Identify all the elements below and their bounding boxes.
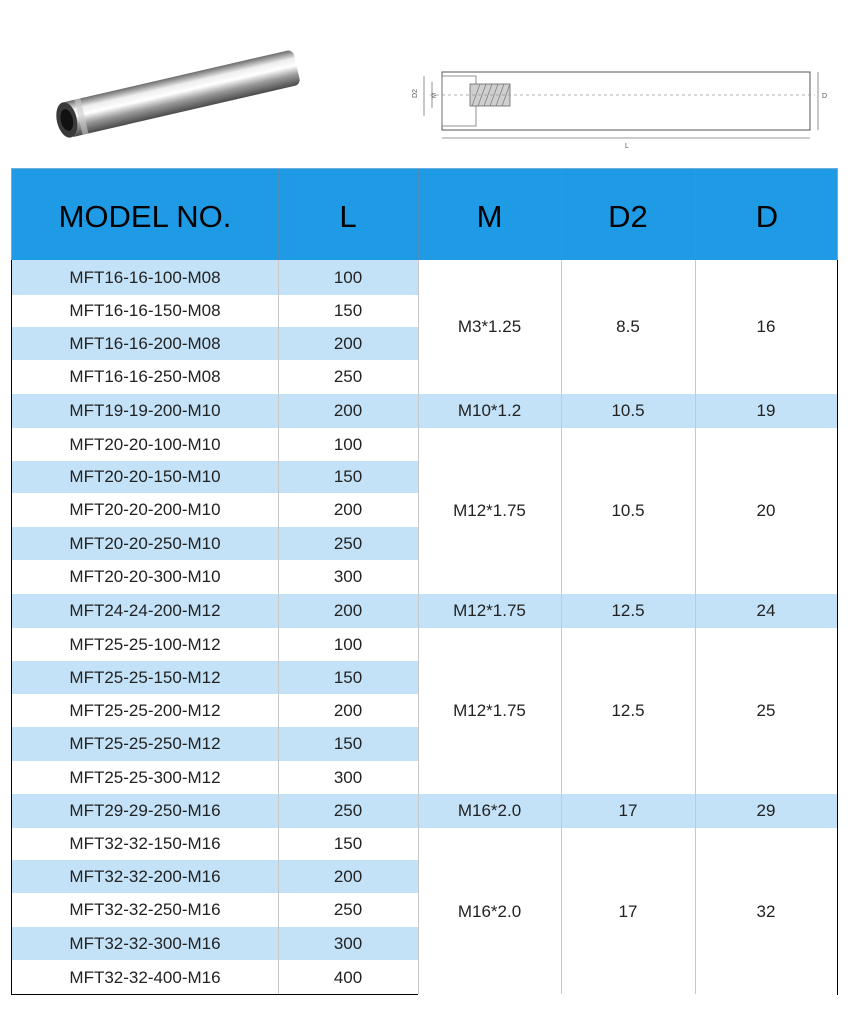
group-d-cell: 25: [695, 628, 837, 794]
model-cell: MFT20-20-200-M10: [69, 500, 221, 519]
group-d-cell: 20: [695, 428, 837, 594]
table-body: [11, 260, 838, 995]
length-cell: 400: [333, 967, 363, 987]
model-cell: MFT20-20-100-M10: [69, 434, 221, 454]
header-m: M: [476, 199, 503, 234]
length-cell: 250: [333, 801, 363, 820]
spec-table: [11, 168, 838, 995]
group-m-cell: M12*1.75: [418, 428, 561, 594]
length-cell: 150: [333, 734, 363, 753]
group-d-cell: 24: [695, 594, 837, 628]
model-cell: MFT32-32-200-M16: [69, 866, 221, 886]
length-cell: 300: [333, 567, 363, 586]
length-cell: 100: [333, 634, 363, 654]
model-cell: MFT20-20-300-M10: [69, 567, 221, 586]
drawing-label-d2: D2: [412, 89, 419, 98]
length-cell: 150: [333, 301, 363, 320]
model-cell: MFT29-29-250-M16: [69, 801, 221, 820]
group-d2-cell: 12.5: [561, 594, 695, 628]
column-divider: [278, 260, 279, 994]
model-cell: MFT16-16-250-M08: [69, 367, 221, 386]
model-cell: MFT32-32-150-M16: [69, 834, 221, 853]
group-d2-cell: 10.5: [561, 428, 695, 594]
group-d2-cell: 10.5: [561, 394, 695, 428]
length-cell: 200: [333, 401, 363, 420]
group-m-cell: M12*1.75: [418, 594, 561, 628]
model-cell: MFT32-32-300-M16: [69, 933, 221, 953]
model-cell: MFT25-25-300-M12: [69, 767, 221, 787]
length-cell: 250: [333, 533, 363, 553]
technical-drawing: [410, 60, 830, 160]
drawing-label-l: L: [625, 143, 629, 150]
model-cell: MFT32-32-250-M16: [69, 900, 221, 919]
length-cell: 200: [333, 500, 363, 519]
model-cell: MFT24-24-200-M12: [69, 601, 221, 620]
group-d2-cell: 12.5: [561, 628, 695, 794]
header-d: D: [755, 199, 779, 234]
model-cell: MFT32-32-400-M16: [69, 967, 221, 987]
group-d2-cell: 17: [561, 794, 695, 828]
length-cell: 200: [333, 866, 363, 886]
column-divider: [418, 260, 419, 994]
group-m-cell: M3*1.25: [418, 260, 561, 394]
length-cell: 100: [333, 434, 363, 454]
group-m-cell: M16*2.0: [418, 828, 561, 995]
model-cell: MFT25-25-200-M12: [69, 700, 221, 720]
model-cell: MFT16-16-150-M08: [69, 301, 221, 320]
group-d2-cell: 17: [561, 828, 695, 995]
length-cell: 100: [333, 267, 363, 287]
length-cell: 200: [333, 333, 363, 353]
table-header: [11, 168, 838, 260]
group-d2-cell: 8.5: [561, 260, 695, 394]
group-d-cell: 29: [695, 794, 837, 828]
model-cell: MFT16-16-200-M08: [69, 333, 221, 353]
model-cell: MFT16-16-100-M08: [69, 267, 221, 287]
group-m-cell: M12*1.75: [418, 628, 561, 794]
drawing-label-d: D: [822, 93, 828, 100]
header-model: MODEL NO.: [58, 199, 232, 234]
drawing-label-m: M: [432, 93, 438, 98]
model-cell: MFT20-20-250-M10: [69, 533, 221, 553]
length-cell: 250: [333, 900, 363, 919]
group-m-cell: M10*1.2: [418, 394, 561, 428]
length-cell: 150: [333, 467, 363, 486]
length-cell: 200: [333, 700, 363, 720]
column-divider: [695, 260, 696, 994]
group-m-cell: M16*2.0: [418, 794, 561, 828]
header-d2: D2: [608, 199, 648, 234]
header-l: L: [339, 199, 357, 234]
length-cell: 300: [333, 933, 363, 953]
model-cell: MFT25-25-100-M12: [69, 634, 221, 654]
length-cell: 300: [333, 767, 363, 787]
group-d-cell: 16: [695, 260, 837, 394]
model-cell: MFT19-19-200-M10: [69, 401, 221, 420]
model-cell: MFT20-20-150-M10: [69, 467, 221, 486]
model-cell: MFT25-25-250-M12: [69, 734, 221, 753]
column-divider: [561, 260, 562, 994]
length-cell: 150: [333, 667, 363, 687]
model-cell: MFT25-25-150-M12: [69, 667, 221, 687]
length-cell: 250: [333, 367, 363, 386]
group-d-cell: 32: [695, 828, 837, 995]
tool-holder-photo: [40, 40, 310, 150]
length-cell: 200: [333, 601, 363, 620]
group-d-cell: 19: [695, 394, 837, 428]
length-cell: 150: [333, 834, 363, 853]
